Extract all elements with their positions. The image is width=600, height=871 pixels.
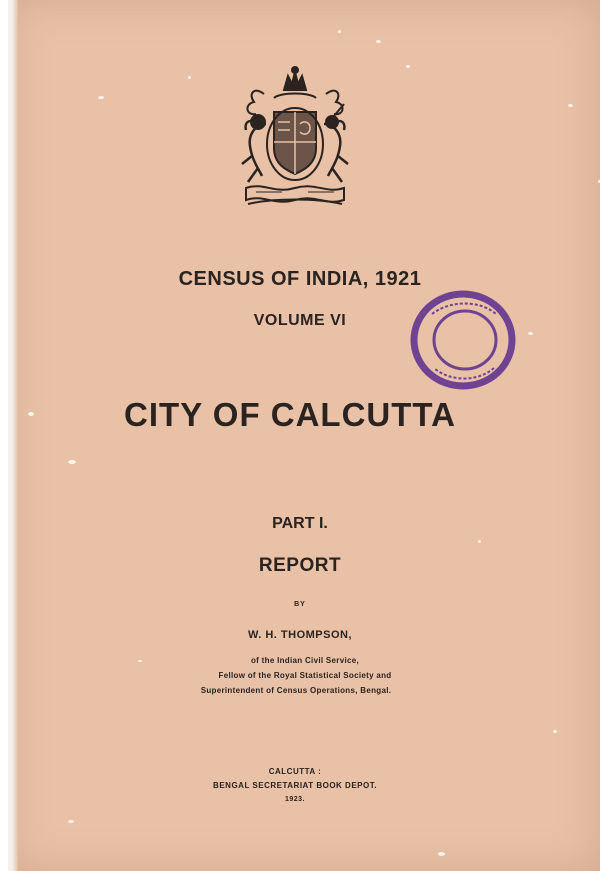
publisher-name: BENGAL SECRETARIAT BOOK DEPOT. (213, 781, 377, 790)
paper-speck (406, 65, 410, 68)
page-edge (8, 0, 18, 871)
publication-year: 1923. (284, 796, 306, 803)
paper-speck (568, 104, 573, 107)
volume-label: VOLUME VI (253, 312, 347, 329)
paper-speck (188, 76, 191, 79)
library-stamp-icon (410, 290, 516, 390)
report-label: REPORT (258, 555, 342, 576)
royal-crest-icon (234, 64, 356, 208)
paper-speck (98, 96, 104, 99)
by-label: BY (294, 601, 306, 608)
paper-speck (338, 30, 341, 33)
paper-speck (376, 40, 381, 43)
census-title: CENSUS OF INDIA, 1921 (178, 268, 422, 290)
author-credential: Superintendent of Census Operations, Bengal. (200, 686, 392, 695)
paper-speck (68, 460, 76, 464)
paper-speck (68, 820, 74, 823)
paper-speck (438, 852, 445, 856)
paper-speck (528, 332, 533, 335)
part-label: PART I. (272, 515, 328, 532)
publisher-city: CALCUTTA : (268, 767, 322, 776)
author-name: W. H. THOMPSON, (247, 629, 353, 641)
author-credential: of the Indian Civil Service, (251, 656, 359, 665)
paper-speck (553, 730, 557, 733)
author-credential: Fellow of the Royal Statistical Society and (218, 671, 392, 680)
paper-speck (478, 540, 481, 543)
main-title: CITY OF CALCUTTA (124, 396, 456, 433)
